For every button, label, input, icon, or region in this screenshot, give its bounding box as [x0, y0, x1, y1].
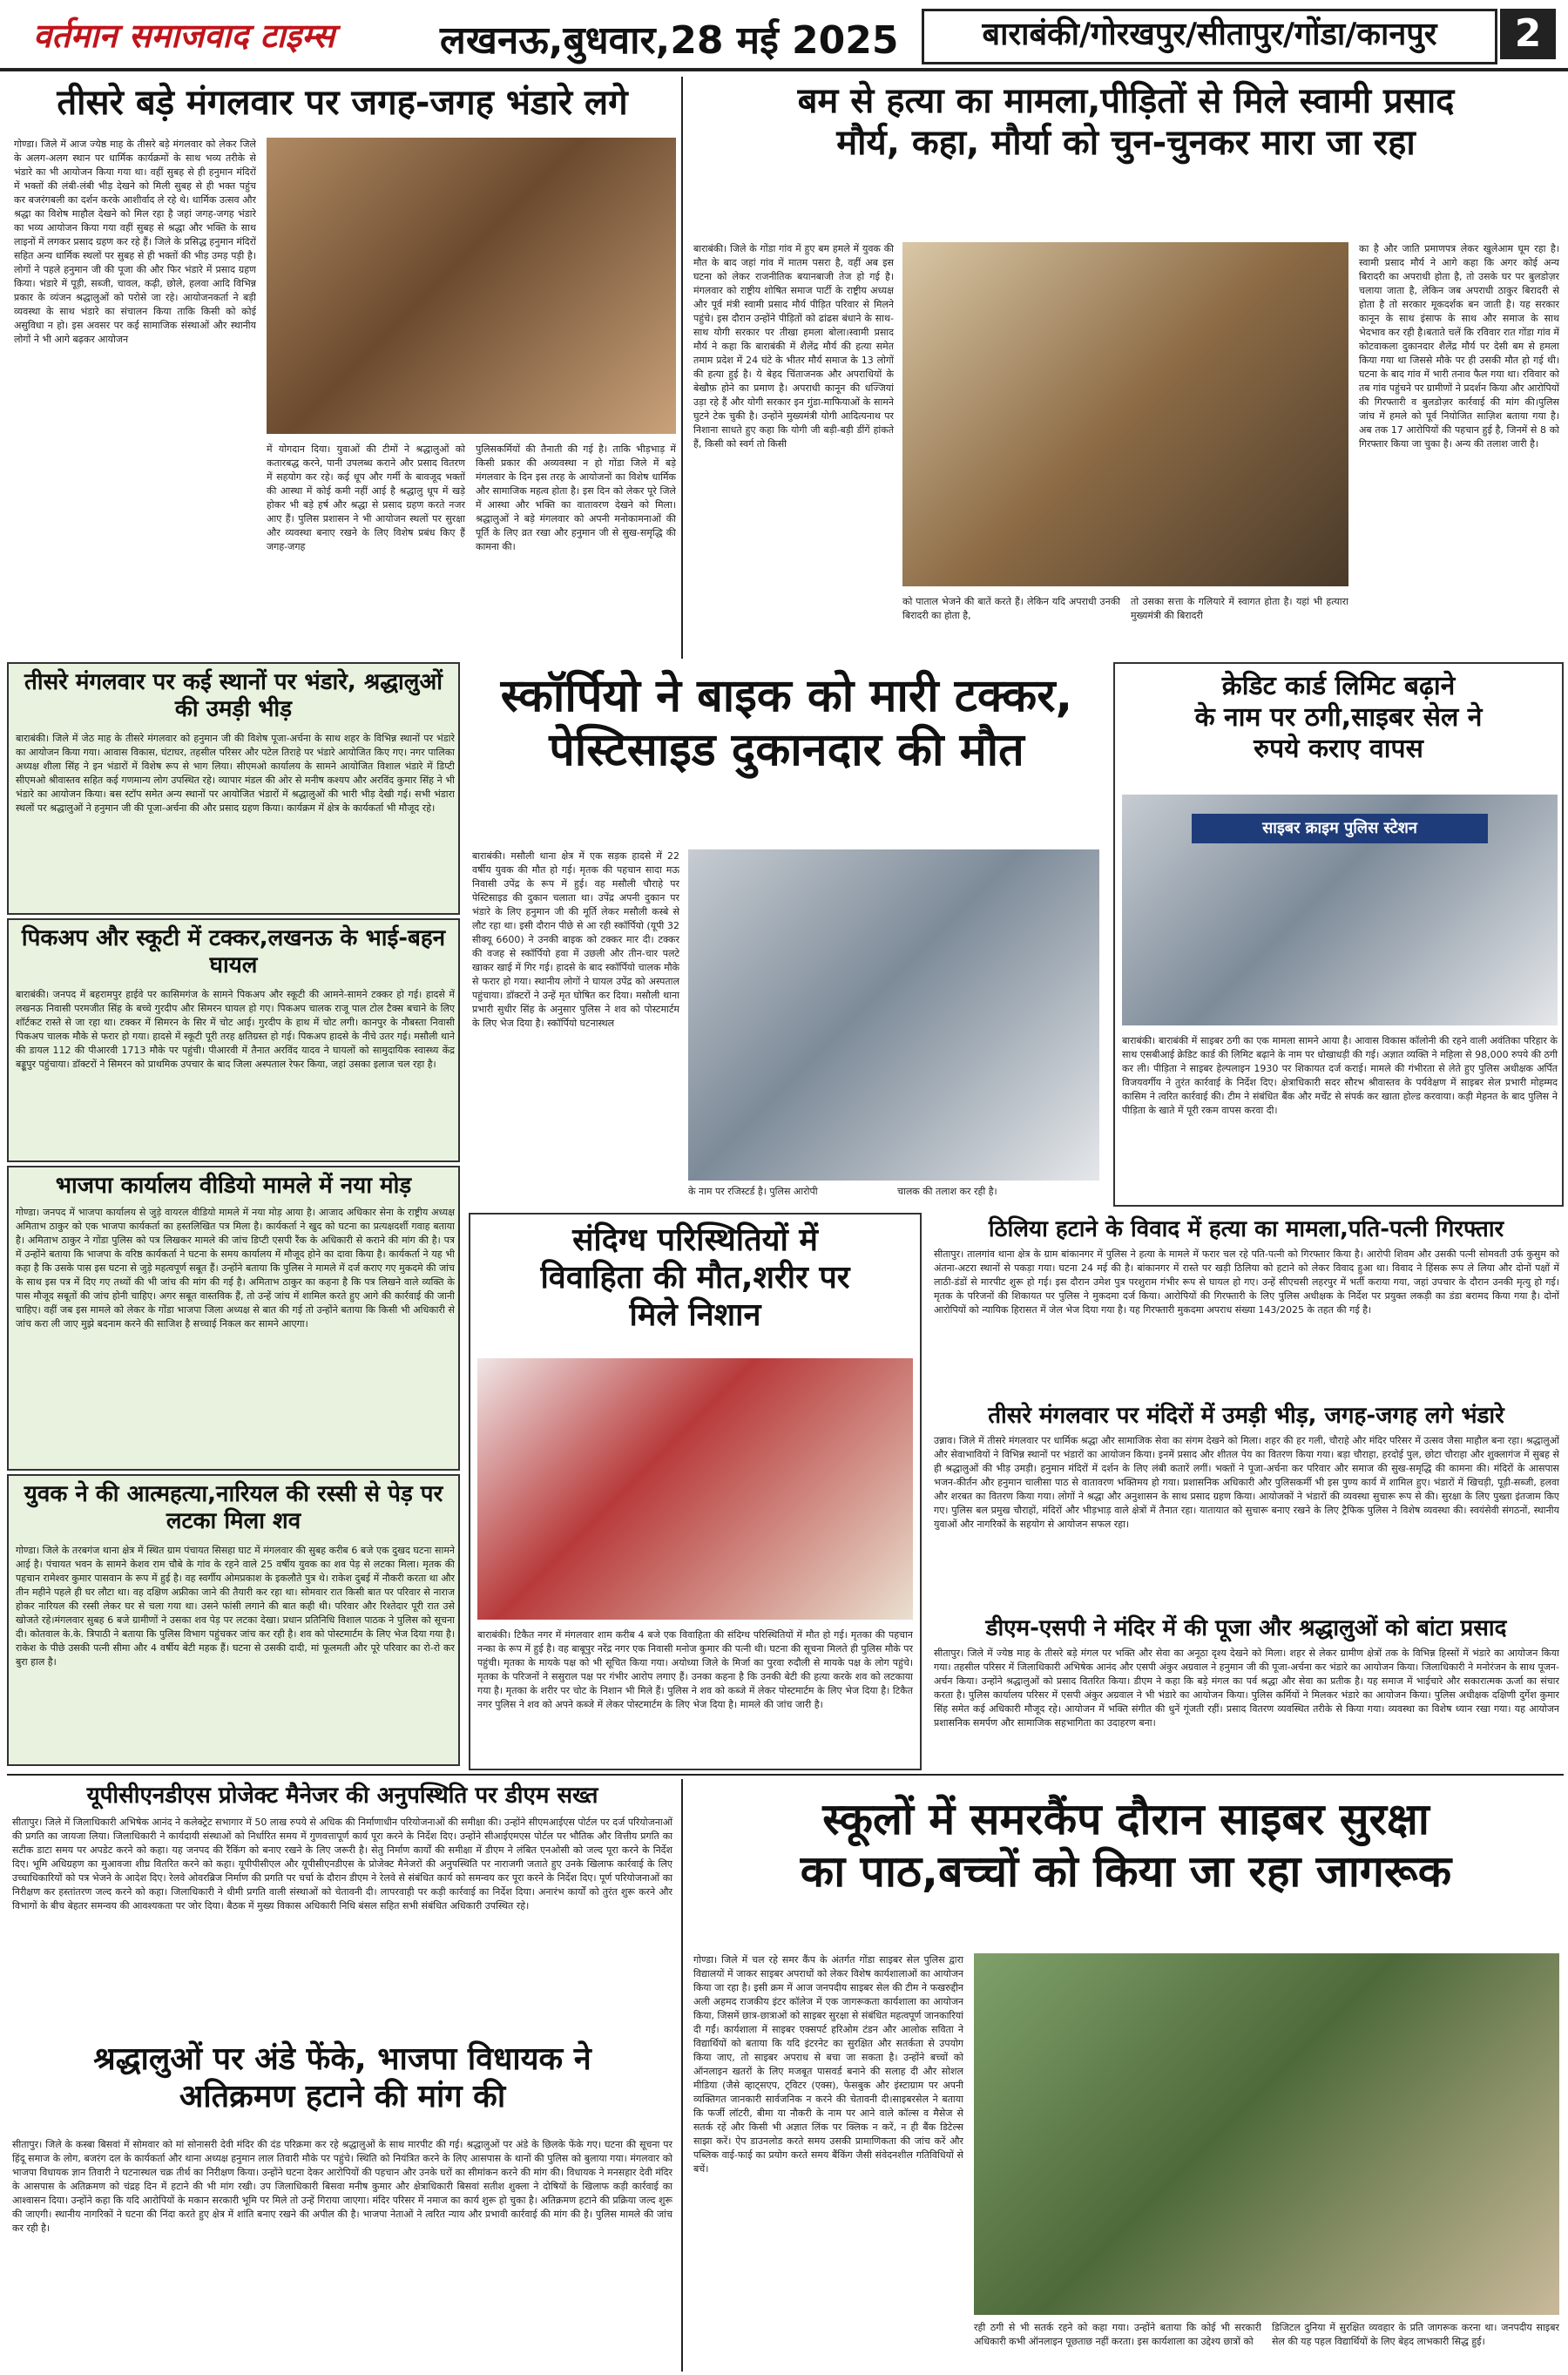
article-yuvak-aatmhatya — [7, 1474, 460, 1766]
article-body: बाराबंकी। जनपद में बहरामपुर हाईवे पर कासिमगंज के सामने पिकअप और स्कूटी की आमने-सामने टक्कर हो गई। हादसे में लखनऊ निवासी परमजीत सिंह के बच्चे गुरदीप और सिमरन घायल हो गए। पिकअप चालक राजू पाल टोल टैक्स बचाने के लिए शॉर्टकट रास्ते से जा रहा था। टक्कर में सिमरन के सिर में चोट आई। गुरदीप के हाथ में चोट लगी। कानपुर के नौबस्ता निवासी पिकअप चालक मौके से फरार हो गया। हादसे में स्कूटी पूरी तरह क्षतिग्रस्त हो गई। पिकअप हादसे के नीचे उतर गई। मसौली थाने की डायल 112 की पीआरवी 1713 मौके पर पहुंची। पीआरवी में तैनात अरविंद यादव ने घायलों को सामुदायिक स्वास्थ्य केंद्र बड्डूपुर पहुंचाया। डॉक्टरों ने सिमरन को प्राथमिक उपचार के बाद जिला अस्पताल रेफर किया, जहां उसका इलाज चल रहा है। — [16, 989, 455, 1070]
headline: ठिलिया हटाने के विवाद में हत्या का मामला,पति-पत्नी गिरफ्तार — [988, 1216, 1504, 1242]
headline: मौर्य, कहा, मौर्या को चुन-चुनकर मारा जा रहा — [836, 123, 1416, 163]
headline: संदिग्ध परिस्थितियों में — [572, 1222, 818, 1258]
article-body: बाराबंकी। जिले के गोंडा गांव में हुए बम हमले में युवक की मौत के बाद जहां गांव में मातम पसरा है, वहीं अब इस घटना को लेकर राजनीतिक बयानबाजी तेज हो गई है। मंगलवार को राष्ट्रीय शोषित समाज पार्टी के राष्ट्रीय अध्यक्ष और पूर्व मंत्री स्वामी प्रसाद मौर्य पीड़ित परिवार से मिलने पहुंचे। इस दौरान उन्होंने पीड़ितों को ढांढस बंधाने के साथ-साथ योगी सरकार पर तीखा हमला बोला।स्वामी प्रसाद मौर्य ने कहा कि बाराबंकी में शैलेंद्र मौर्य की हत्या समेत तमाम प्रदेश में 24 घंटे के भीतर मौर्य समाज के 13 लोगों की हत्या हुई है। ये बेहद चिंताजनक और अपराधियों के बेखौफ़ होने का प्रमाण है। अपराधी कानून की धज्जियां उड़ा रहे हैं और योगी सरकार इन गुंडा-माफियाओं के सामने घुटने टेक चुकी है। उन्होंने मुख्यमंत्री योगी आदित्यनाथ पर निशाना साधते हुए कहा कि योगी जी बड़ी-बड़ी डींगें हांकते हैं, किसी को स्वर्ग तो किसी — [693, 243, 894, 450]
article-body: का है और जाति प्रमाणपत्र लेकर खुलेआम घूम रहा है। स्वामी प्रसाद मौर्य ने आगे कहा कि अगर कोई अन्य बिरादरी का अपराधी होता है, तो उसके घर पर बुलडोज़र चलाया जाता है, लेकिन जब अपराधी ठाकुर बिरादरी से होता है तो सरकार मूकदर्शक बन जाती है। यह सरकार कानून के साथ इंसाफ के साथ और समाज के साथ भेदभाव कर रही है।बताते चलें कि रविवार रात गोंडा गांव में कोटवाकला दुकानदार शैलेंद्र मौर्य पर देसी बम से हमला किया गया था जिससे मौके पर ही उसकी मौत हो गई थी। घटना के बाद गांव में भारी तनाव फैल गया था। रविवार को तब गांव पहुंचने पर ग्रामीणों ने प्रदर्शन किया और आरोपियों की गिरफ्तारी व बुलडोज़र कार्रवाई की मांग की।पुलिस जांच में हमले को पूर्व नियोजित साज़िश बताया गया है। अब तक 17 आरोपियों की पहचान हुई है, जिनमें से 8 को गिरफ्तार किया जा चुका है। अन्य की तलाश जारी है। — [1359, 243, 1559, 450]
article-body: बाराबंकी। मसौली थाना क्षेत्र में एक सड़क हादसे में 22 वर्षीय युवक की मौत हो गई। मृतक की पहचान सादा मऊ निवासी उपेंद्र के रूप में हुई। वह मसौली चौराहे पर पेस्टिसाइड की दुकान चलाता था। उपेंद्र अपनी दुकान पर भंडारे के लिए हनुमान जी की मूर्ति लेकर मसौली कस्बे से लौट रहा था। इसी दौरान पीछे से आ रही स्कॉर्पियो (यूपी 32 सीक्यू 6600) ने उनकी बाइक को टक्कर मार दी। टक्कर की वजह से स्कॉर्पियो हवा में उछली और तीन-चार पलटे खाकर खाई में गिर गई। हादसे के बाद स्कॉर्पियो चालक मौके से फरार हो गया। स्थानीय लोगों ने घायल उपेंद्र को अस्पताल पहुंचाया। डॉक्टरों ने उन्हें मृत घोषित कर दिया। मसौली थाना प्रभारी सुधीर सिंह के अनुसार पुलिस ने शव को पोस्टमार्टम के लिए भेज दिया है। स्कॉर्पियो घटनास्थल — [472, 850, 679, 1029]
women-photo — [477, 1358, 913, 1620]
article-body: सीतापुर। तालगांव थाना क्षेत्र के ग्राम बांकानगर में पुलिस ने हत्या के मामले में फरार चल रहे पति-पत्नी को गिरफ्तार किया है। आरोपी शिवम और उसकी पत्नी सोमवती उर्फ कुसुम को अंतना-अटरा स्थानों से पकड़ा गया। घटना 24 मई की है। बांकानगर में रास्ते पर खड़ी ठिलिया को हटाने को लेकर विवाद हुआ था। विवाद ने हिंसक रूप ले लिया और दोनों पक्षों में लाठी-डंडों से मारपीट शुरू हो गई। इस दौरान उमेश पुत्र परशुराम गंभीर रूप से घायल हो गए। उन्हें सीएचसी लहरपुर में भर्ती कराया गया, जहां उपचार के दौरान उनकी मृत्यु हो गई। मृतक के परिजनों की शिकायत पर पुलिस ने मुकदमा दर्ज किया। आरोपियों की गिरफ्तारी के लिए पुलिस अधीक्षक के निर्देश पर प्रयुक्त लकड़ी का डंडा बरामद किया गया है। दोनों आरोपियों को न्यायिक हिरासत में जेल भेज दिया गया है। यह गिरफ्तारी मुकदमा अपराध संख्या 143/2025 के तहत की गई है। — [934, 1248, 1559, 1316]
workshop-photo — [974, 1953, 1559, 2315]
wrecked-car-photo — [688, 849, 1099, 1181]
article-upsids — [7, 1779, 678, 2032]
article-body: गोण्डा। जनपद में भाजपा कार्यालय से जुड़े वायरल वीडियो मामले में नया मोड़ आया है। आजाद अधिकार सेना के राष्ट्रीय अध्यक्ष अमिताभ ठाकुर को एक भाजपा कार्यकर्ता का हस्तलिखित पत्र मिला है। कार्यकर्ता ने खुद को घटना का प्रत्यक्षदर्शी गवाह बताया है। अमिताभ ठाकुर ने गोंडा पुलिस को पत्र लिखकर मामले की जांच डिप्टी एसपी रैंक के अधिकारी से कराने की मांग की है। पत्र में उन्होंने बताया कि भाजपा के वरिष्ठ कार्यकर्ता ने घटना के समय कार्यालय में मौजूद होने का दावा किया है। कार्यकर्ता ने यह भी कहा है कि उसके पास इस घटना से जुड़े महत्वपूर्ण सबूत हैं। उन्होंने बताया कि पुलिस ने मामले में दर्ज कराए गए मुकदमे की जांच के साथ इस पत्र में दिए गए तथ्यों की भी जांच की मांग की गई है। अमिताभ ठाकुर का कहना है कि पत्र लिखने वाले व्यक्ति के पास मौजूद सबूतों की जांच होनी चाहिए। अगर सबूत वास्तविक हैं, तो उन्हें जांच में शामिल करते हुए आगे की कार्रवाई की जानी चाहिए। वहीं जब इस मामले को लेकर के गोंडा भाजपा जिला अध्यक्ष से बात की गई तो उन्होंने बताया कि किसी भी अधिकारी से जांच करा ली जाए मुझे बदनाम करने की साजिश है सच्चाई निकल कर सामने आएगा। — [16, 1207, 455, 1330]
article-thiliya — [929, 1213, 1564, 1396]
article-body: रही ठगी से भी सतर्क रहने को कहा गया। उन्होंने बताया कि कोई भी सरकारी अधिकारी कभी ऑनलाइन पूछताछ नहीं करता। इस कार्यशाला का उद्देश्य छात्रों को — [974, 2322, 1261, 2347]
edition-cities: बाराबंकी/गोरखपुर/सीतापुर/गोंडा/कानपुर — [922, 9, 1497, 64]
article-body: गोण्डा। जिले में आज ज्येष्ठ माह के तीसरे बड़े मंगलवार को लेकर जिले के अलग-अलग स्थान पर धार्मिक कार्यक्रमों के साथ भव्य तरीके से भंडारे का भी आयोजन किया गया था। वहीं सुबह से ही हनुमान मंदिरों में भक्तों की लंबी-लंबी भीड़ देखने को मिली सुबह से ही भक्त पहुंच कर बजरंगबली का दर्शन करके आशीर्वाद ले रहे थे। धार्मिक उत्सव और श्रद्धा का विशेष माहौल देखने को मिल रहा है जहां जगह-जगह भंडारे का भव्य आयोजन किया गया वहीं सुबह से श्रद्धा और भक्ति के साथ लाइनों में लगकर प्रसाद ग्रहण कर रहे हैं। जिले के प्रसिद्ध हनुमान मंदिरों सहित अन्य धार्मिक स्थलों पर सुबह से ही भक्तों की भीड़ उमड़ पड़ी है। लोगों ने पहले हनुमान जी की पूजा की और फिर भंडारे में प्रसाद ग्रहण किया। भंडारे में पूड़ी, सब्जी, चावल, कढ़ी, छोले, हलवा आदि विभिन्न प्रकार के व्यंजन श्रद्धालुओं को परोसे जा रहे। आयोजनकर्ता ने बड़ी व्यवस्था के साथ भंडारे का संचालन किया ताकि किसी को कोई असुविधा न हो। इस अवसर पर कई सामाजिक संस्थाओं और स्थानीय लोगों ने भी आगे बढ़कर आयोजन — [14, 139, 256, 345]
article-body: बाराबंकी। टिकैत नगर में मंगलवार शाम करीब 4 बजे एक विवाहिता की संदिग्ध परिस्थितियों में मौत हो गई। मृतका की पहचान नन्का के रूप में हुई है। वह बाबूपुर नरेंद्र नगर एक निवासी मनोज कुमार की पत्नी थी। घटना की सूचना मिलते ही पुलिस मौके पर पहुंची। मृतका के मायके पक्ष को भी सूचित किया गया। अयोध्या जिले के मिर्जा का पुरवा रुदौली से मायके पक्ष के लोग पहुंचे। मृतका के परिजनों ने ससुराल पक्ष पर गंभीर आरोप लगाए हैं। उनका कहना है कि उनकी बेटी की हत्या करके शव को लटकाया गया है। मृतका के शरीर पर चोट के निशान भी मिले हैं। पुलिस ने शव को कब्जे में लेकर पोस्टमार्टम के लिए भेज दिया है। टिकैत नगर पुलिस ने शव को अपने कब्जे में लेकर पोस्टमार्टम के लिए भेज दिया है। मामले की जांच जारी है। — [477, 1629, 913, 1710]
article-body: सीतापुर। जिले के कस्बा बिसवां में सोमवार को मां सोनासरी देवी मंदिर की दंड परिक्रमा कर रहे श्रद्धालुओं के साथ मारपीट की गई। श्रद्धालुओं पर अंडे के छिलके फेंके गए। घटना की सूचना पर हिंदू समाज के लोग, बजरंग दल के कार्यकर्ता और थाना अध्यक्ष हनुमान लाल तिवारी मौके पर पहुंचे। स्थिति को नियंत्रित करने के लिए आसपास के थानों की पुलिस को बुलाया गया। मंगलवार को भाजपा विधायक ज्ञान तिवारी ने घटनास्थल चक्र तीर्थ का निरीक्षण किया। उन्होंने घटना देकर आरोपियों की पहचान और उनके घरों का सीमांकन करने की मांग की। विधायक ने मनसहार देवी मंदिर के आसपास के अतिक्रमण को चंद्रह दिन में हटाने की भी मांग रखी। उप जिलाधिकारी बिसवा मनीष कुमार और क्षेत्राधिकारी बिसवां सतीश शुक्ला ने दोषियों के खिलाफ कड़ी कार्रवाई का आश्वासन दिया। उन्होंने कहा कि यदि आरोपियों के मकान सरकारी भूमि पर मिले तो उन्हें गिराया जाएगा। मंदिर परिसर में नमाज का कार्य शुरू हो चुका है। अतिक्रमण हटाने की प्रक्रिया जल्द शुरू की जाएगी। स्थानीय नागरिकों ने घटना की निंदा करते हुए क्षेत्र में शांति बनाए रखने की अपील की है। भाजपा नेताओं ने त्वरित न्याय और प्रभावी कार्रवाई की मांग की है। पुलिस मामले की जांच कर रही है। — [12, 2139, 672, 2234]
article-body: में योगदान दिया। युवाओं की टीमों ने श्रद्धालुओं को कतारबद्ध करने, पानी उपलब्ध कराने और प्रसाद वितरण में सहयोग कर रहे। कई धूप और गर्मी के बावजूद भक्तों की आस्था में कोई कमी नहीं आई है श्रद्धालु धूप में खड़े होकर भी बड़े हर्ष और श्रद्धा से प्रसाद ग्रहण करते नजर आए हैं। पुलिस प्रशासन ने भी आयोजन स्थलों पर सुरक्षा और व्यवस्था बनाए रखने के लिए विशेष प्रबंध किए हैं जगह-जगह — [267, 443, 465, 552]
headline: युवक ने की आत्महत्या,नारियल की रस्सी से पेड़ पर लटका मिला शव — [24, 1481, 443, 1535]
article-body: डिजिटल दुनिया में सुरक्षित व्यवहार के प्रति जागरूक करना था। जनपदीय साइबर सेल की यह पहल विद्यार्थियों के लिए बेहद लाभकारी सिद्ध हुई। — [1272, 2322, 1559, 2347]
article-kai-sthano — [7, 662, 460, 915]
headline: डीएम-एसपी ने मंदिर में की पूजा और श्रद्धालुओं को बांटा प्रसाद — [985, 1615, 1507, 1641]
article-bhandare-main — [7, 77, 678, 656]
article-body: को पाताल भेजने की बातें करते हैं। लेकिन यदि अपराधी उनकी बिरादरी का होता है, — [902, 596, 1120, 621]
headline: विवाहिता की मौत,शरीर पर — [540, 1260, 850, 1296]
headline: श्रद्धालुओं पर अंडे फेंके, भाजपा विधायक ने — [93, 2041, 591, 2077]
article-body: तो उसका सत्ता के गलियारे में स्वागत होता है। यहां भी हत्यारा मुख्यमंत्री की बिरादरी — [1131, 596, 1348, 621]
article-body: गोण्डा। जिले में चल रहे समर कैंप के अंतर्गत गोंडा साइबर सेल पुलिस द्वारा विद्यालयों में जाकर साइबर अपराधों को लेकर विशेष कार्यशालाओं का आयोजन किया जा रहा है। इसी क्रम में आज जनपदीय साइबर सेल की टीम ने फखरुद्दीन अली अहमद राजकीय इंटर कॉलेज में एक जागरूकता कार्यशाला का आयोजन किया, जिसमें छात्र-छात्राओं को साइबर सुरक्षा से संबंधित महत्वपूर्ण जानकारियां दी गईं। कार्यशाला में साइबर एक्सपर्ट हरिओम टंडन और आलोक सविता ने विद्यार्थियों को बताया कि यदि इंटरनेट का सुरक्षित और सतर्कता से उपयोग किया जाए, तो साइबर अपराध से बचा जा सकता है। उन्होंने बच्चों को ऑनलाइन खतरों के लिए मजबूत पासवर्ड बनाने की सलाह दी और सोशल मीडिया (जैसे व्हाट्सएप, ट्विटर (एक्स), फेसबुक और इंस्टाग्राम पर अपनी व्यक्तिगत जानकारी सार्वजनिक न करने की चेतावनी दी।साइबरसेल ने बताया कि फर्जी लॉटरी, बीमा या नौकरी के नाम पर आने वाले कॉल्स व मैसेज से सतर्क रहें और किसी भी अज्ञात लिंक पर क्लिक न करें, न ही बैंक डिटेल्स साझा करें। ऐप डाउनलोड करते समय उसकी प्रामाणिकता की जांच करें और पब्लिक वाई-फाई का प्रयोग करते समय बैंकिंग जैसी संवेदनशील गतिविधियों से बचें। — [693, 1954, 963, 2175]
article-vivahita — [469, 1213, 922, 1770]
article-swami-prasad — [688, 77, 1564, 656]
headline: का पाठ,बच्चों को किया जा रहा जागरूक — [800, 1846, 1452, 1897]
article-body: सीतापुर। जिले में ज्येष्ठ माह के तीसरे बड़े मंगल पर भक्ति और सेवा का अनूठा दृश्य देखने को मिला। शहर से लेकर ग्रामीण क्षेत्रों तक के विभिन्न हिस्सों में भंडारे का आयोजन किया गया। तहसील परिसर में जिलाधिकारी अभिषेक आनंद और एसपी अंकुर अग्रवाल ने हनुमान जी की पूजा-अर्चना कर भंडारे का आयोजन किया। जिलाधिकारी ने मनोरंजन के साथ पूजन-अर्चन किया। उन्होंने श्रद्धालुओं को प्रसाद वितरित किया। डीएम ने कहा कि बड़े मंगल का पर्व श्रद्धा और सेवा का प्रतीक है। यह समाज में भाईचारे और सकारात्मक ऊर्जा का संचार करता है। पुलिस कार्यालय परिसर में एसपी अंकुर अग्रवाल ने भी भंडारे का आयोजन किया। पुलिस कर्मियों ने मिलकर भंडारे का आयोजन किया। पुलिस अधीक्षक दक्षिणी दुर्गेश कुमार सिंह समेत कई अधिकारी मौजूद रहे। आयोजन में भक्ति संगीत की धुनें गूंजती रहीं। प्रसाद वितरण व्यवस्थित तरीके से किया गया। व्यवस्था का विशेष ध्यान रखा गया। यह आयोजन प्रशासनिक समर्पण और सामाजिक सहभागिता का उदाहरण बना। — [934, 1648, 1559, 1729]
article-scorpio — [469, 662, 1105, 1207]
headline: तीसरे बड़े मंगलवार पर जगह-जगह भंडारे लगे — [57, 83, 628, 123]
article-pickup-scooty — [7, 918, 460, 1162]
headline: अतिक्रमण हटाने की मांग की — [179, 2079, 506, 2115]
column-divider — [681, 1779, 683, 2372]
article-body: पुलिसकर्मियों की तैनाती की गई है। ताकि भीड़भाड़ में किसी प्रकार की अव्यवस्था न हो गोंडा जिले में बड़े मंगलवार के दिन इस तरह के आयोजनों का विशेष धार्मिक और सामाजिक महत्व होता है। इस दिन को लेकर पूरे जिले में आस्था और भक्ति का वातावरण देखने को मिला। श्रद्धालुओं ने बड़े मंगलवार को अपनी मनोकामनाओं की पूर्ति के लिए व्रत रखा और हनुमान जी से सुख-समृद्धि की कामना की। — [476, 443, 676, 552]
temple-photo — [267, 138, 676, 434]
section-divider — [7, 1774, 1564, 1776]
headline: तीसरे मंगलवार पर कई स्थानों पर भंडारे, श्रद्धालुओं की उमड़ी भीड़ — [24, 669, 443, 723]
article-body: बाराबंकी। जिले में जेठ माह के तीसरे मंगलवार को हनुमान जी की विशेष पूजा-अर्चना के साथ शहर के विभिन्न स्थानों पर भंडारे का आयोजन किया गया। आवास विकास, घंटाघर, तहसील परिसर और पटेल तिराहे पर भंडारे आयोजित किए गए। नगर पालिका अध्यक्ष शीला सिंह ने इन भंडारों में विशेष रूप से भाग लिया। सीएमओ कार्यालय के सामने आयोजित विशाल भंडारे में डिप्टी सीएमओ श्रीवास्तव सहित कई गणमान्य लोग उपस्थित रहे। व्यापार मंडल की ओर से मनीष कश्यप और अरविंद कुमार सिंह ने भी भंडारे का आयोजन किया। बस स्टॉप समेत अन्य स्थानों पर आयोजित भंडारों में श्रद्धालुओं की भारी भीड़ देखी गई। सभी भंडारा स्थलों पर श्रद्धालुओं ने हनुमान जी की पूजा-अर्चना की और प्रसाद ग्रहण किया। कार्यक्रम में क्षेत्र के कार्यकर्ता भी मौजूद रहे। — [16, 733, 455, 814]
headline: स्कॉर्पियो ने बाइक को मारी टक्कर, — [500, 670, 1073, 722]
headline: स्कूलों में समरकैंप दौरान साइबर सुरक्षा — [822, 1794, 1429, 1844]
headline: यूपीसीएनडीएस प्रोजेक्ट मैनेजर की अनुपस्थिति पर डीएम सख्त — [86, 1783, 598, 1809]
article-body: बाराबंकी। बाराबंकी में साइबर ठगी का एक मामला सामने आया है। आवास विकास कॉलोनी की रहने वाली अवंतिका परिहार के साथ एसबीआई क्रेडिट कार्ड की लिमिट बढ़ाने के नाम पर धोखाधड़ी की गई। अज्ञात व्यक्ति ने महिला से 98,000 रुपये की ठगी कर ली। पीड़िता ने साइबर हेल्पलाइन 1930 पर शिकायत दर्ज कराई। मामले की गंभीरता से लेते हुए पुलिस अधीक्षक अर्पित विजयवर्गीय ने तुरंत कार्रवाई के निर्देश दिए। क्षेत्राधिकारी सदर सौरभ श्रीवास्तव के पर्यवेक्षण में साइबर सेल प्रभारी मोहम्मद कासिम ने त्वरित कार्रवाई की। टीम ने संबंधित बैंक और मर्चेंट से संपर्क कर खाता होल्ड करवाया। कड़ी मेहनत के बाद पुलिस ने पीड़िता के खाते में पूरी रकम वापस करवा दी। — [1122, 1035, 1558, 1116]
headline: पेस्टिसाइड दुकानदार की मौत — [549, 724, 1024, 777]
page-number: 2 — [1500, 9, 1556, 59]
photo-banner: साइबर क्राइम पुलिस स्टेशन — [1192, 814, 1488, 843]
edition-date: लखनऊ,बुधवार,28 मई 2025 — [440, 18, 899, 63]
photo-caption: के नाम पर रजिस्टर्ड है। पुलिस आरोपी — [688, 1186, 818, 1197]
headline: के नाम पर ठगी,साइबर सेल ने — [1194, 702, 1483, 733]
headline: क्रेडिट कार्ड लिमिट बढ़ाने — [1221, 671, 1456, 701]
headline: रुपये कराए वापस — [1254, 734, 1423, 764]
headline: बम से हत्या का मामला,पीड़ितों से मिले स्वामी प्रसाद — [797, 81, 1455, 121]
article-body: गोण्डा। जिले के तरबगंज थाना क्षेत्र में स्थित ग्राम पंचायत सिसहा घाट में मंगलवार की सुबह करीब 6 बजे एक दुखद घटना सामने आई है। पंचायत भवन के सामने केशव राम चौबे के गांव के रहने वाले 25 वर्षीय युवक का शव पेड़ से लटका मिला। मृतक की पहचान रामेश्वर कुमार पासवान के रूप में हुई है। वह स्वर्गीय ओमप्रकाश के इकलौते पुत्र थे। राकेश दुबई में नौकरी करता था और तीन महीने पहले ही घर लौटा था। वह दक्षिण अफ्रीका जाने की तैयारी कर रहा था। सोमवार रात किसी बात पर परिवार से नाराज होकर नारियल की रस्सी लेकर घर से चला गया था। उसने फांसी लगाने की बात कही थी। परिवार और रिश्तेदार पूरी रात उसे खोजते रहे।मंगलवार सुबह 6 बजे ग्रामीणों ने उसका शव पेड़ पर लटका देखा। प्रधान प्रतिनिधि विशाल पाठक ने पुलिस को सूचना दी। कोतवाल के.के. त्रिपाठी ने बताया कि पुलिस विभाग पहुंचकर जांच कर रही है। शव को पोस्टमार्टम के लिए भेज दिया गया है। राकेश के पीछे उसकी पत्नी सीमा और 4 वर्षीय बेटी महक हैं। घटना से उसकी दादी, मां फूलमती और पूरे परिवार का रो-रो कर बुरा हाल है। — [16, 1545, 455, 1668]
headline: भाजपा कार्यालय वीडियो मामले में नया मोड़ — [55, 1173, 412, 1199]
headline: तीसरे मंगलवार पर मंदिरों में उमड़ी भीड़, जगह-जगह लगे भंडारे — [988, 1403, 1504, 1429]
masthead — [0, 0, 1568, 71]
article-summer-camp — [688, 1779, 1564, 2372]
article-mandiro-bheed — [929, 1399, 1564, 1608]
article-credit-card — [1113, 662, 1564, 1207]
article-bhajpa-video — [7, 1166, 460, 1471]
headline: मिले निशान — [629, 1297, 761, 1334]
cyber-cell-photo — [1122, 795, 1558, 1025]
meeting-photo — [902, 242, 1348, 586]
headline: पिकअप और स्कूटी में टक्कर,लखनऊ के भाई-बहन घायल — [21, 925, 446, 979]
article-body: सीतापुर। जिले में जिलाधिकारी अभिषेक आनंद ने कलेक्ट्रेट सभागार में 50 लाख रुपये से अधिक की निर्माणाधीन परियोजनाओं की समीक्षा की। उन्होंने सीएमआईएस पोर्टल पर दर्ज परियोजनाओं की प्रगति का जायजा लिया। जिलाधिकारी ने कार्यदायी संस्थाओं को निर्धारित समय में गुणवत्तापूर्ण कार्य पूरा करने के निर्देश दिए। उन्होंने सीआईएमएस पोर्टल पर भौतिक और वित्तीय प्रगति का सटीक डाटा समय पर अपडेट करने को कहा। यह जनपद की रैंकिंग को बनाए रखने के लिए जरूरी है। सेतु निर्माण कार्यों की समीक्षा में डीएम ने लंबित एनओसी को जल्द पूरा करने के निर्देश दिए। भूमि अधिग्रहण का मुआवजा शीघ्र वितरित करने को कहा। यूपीपीसीएल और यूपीसीएनडीएस के प्रोजेक्ट मैनेजरों की अनुपस्थिति पर नाराजगी जताते हुए उनके खिलाफ कार्रवाई के लिए उच्चाधिकारियों को पत्र भेजने के आदेश दिए। रेलवे ओवरब्रिज निर्माण की प्रगति पर चर्चा के दौरान डीएम ने रेलवे से संबंधित कार्य को समन्वय कर पूरा करने के निर्देश दिए। पूर्ण परियोजनाओं का निरीक्षण कर हस्तांतरण जल्द करने को कहा। जिलाधिकारी ने धीमी प्रगति वाली संस्थाओं को चेतावनी दी। लापरवाही पर कड़ी कार्रवाई का निर्देश दिया। अनारंभ कार्यों को तुरंत शुरू करने और विभागों के बीच बेहतर समन्वय की आवश्यकता पर जोर दिया। बैठक में मुख्य विकास अधिकारी निधि बंसल सहित सभी संबंधित अधिकारी उपस्थित रहे। — [12, 1817, 672, 1912]
article-body: उन्नाव। जिले में तीसरे मंगलवार पर धार्मिक श्रद्धा और सामाजिक सेवा का संगम देखने को मिला। शहर की हर गली, चौराहे और मंदिर परिसर में उत्सव जैसा माहौल बना रहा। श्रद्धालुओं और सेवाभावियों ने विभिन्न स्थानों पर भंडारों का आयोजन किया। इनमें प्रसाद और शीतल पेय का वितरण किया गया। बड़ा चौराहा, हरदोई पुल, छोटा चौराहा और शुक्लागंज में सुबह से ही श्रद्धालुओं की भीड़ उमड़ी। हनुमान मंदिरों में दर्शन के लिए लंबी कतारें लगीं। भक्तों ने पूजा-अर्चना कर परिवार और समाज की सुख-समृद्धि की कामना की। मंदिरों के आसपास भजन-कीर्तन और हनुमान चालीसा पाठ से वातावरण भक्तिमय हो गया। प्रशासनिक अधिकारी और पुलिसकर्मी भी इस पुण्य कार्य में शामिल हुए। भंडारों में खिचड़ी, पूड़ी-सब्जी, हलवा और शरबत का वितरण किया गया। लोगों ने श्रद्धा और अनुशासन के साथ प्रसाद ग्रहण किया। आयोजकों ने भंडारों की व्यवस्था सुचारू रूप से की। सुरक्षा के लिए पुख्ता इंतजाम किए गए। पुलिस बल प्रमुख चौराहों, मंदिरों और भीड़भाड़ वाले क्षेत्रों में तैनात रहा। यातायात को सुचारू बनाए रखने के लिए ट्रैफिक पुलिस ने विशेष व्यवस्था की। स्वयंसेवी संगठनों, स्थानीय युवाओं और नागरिकों के सहयोग से आयोजन सफल रहा। — [934, 1435, 1559, 1530]
article-dm-sp — [929, 1612, 1564, 1770]
column-divider — [681, 77, 683, 659]
newspaper-name: वर्तमान समाजवाद टाइम्स — [33, 16, 335, 55]
photo-caption: चालक की तलाश कर रही है। — [897, 1186, 997, 1197]
article-ande-fenke — [7, 2035, 678, 2371]
